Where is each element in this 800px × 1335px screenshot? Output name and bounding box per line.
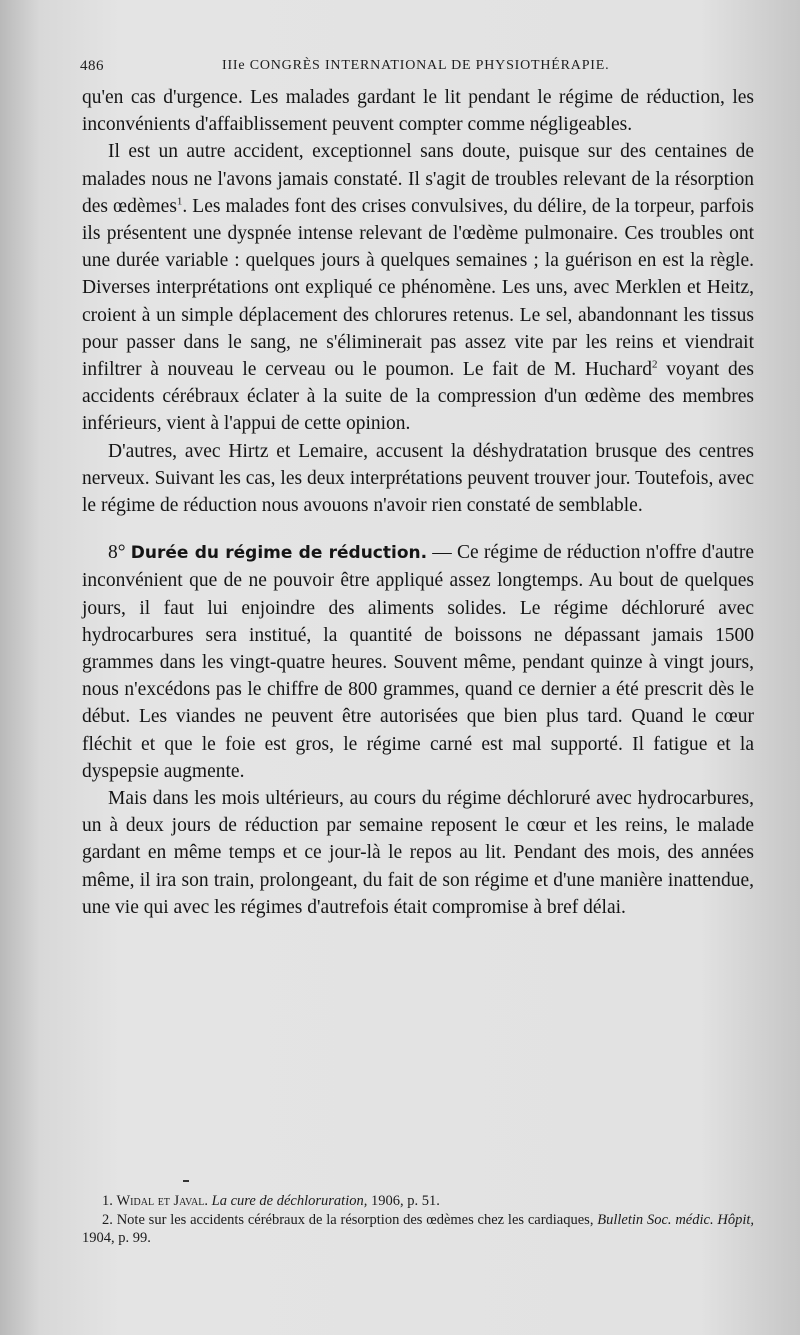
paragraph-text: — Ce régime de réduction n'offre d'autre inconvénient que de ne pouvoir être appliqué assez longtemps. Au bout de quelques jours, il faut lui enjoindre des aliments solides. Le régime déchloruré avec hydrocarbures sera institué, la quantité de boissons ne dépassant jamais 1500 grammes dans les vingt-quatre heures. Souvent même, pendant quinze à vingt jours, nous n'excédons pas le chiffre de 800 grammes, quand ce dernier a été prescrit dès le début. Les viandes ne peuvent être autorisées que bien plus tard. Quand le cœur fléchit et que le foie est gros, le régime carné est mal supporté. Il fatigue et la dyspepsie augmente.: [82, 542, 754, 782]
paragraph: [82, 539, 754, 785]
footnote-ref: 1: [176, 195, 183, 208]
footnote-number: 2.: [102, 1211, 113, 1228]
paragraph: [82, 438, 754, 520]
footnote-text: 1906, p. 51.: [367, 1193, 440, 1209]
footnote-text: 1904, p. 99.: [82, 1230, 151, 1246]
footnote-separator: [183, 1180, 189, 1182]
footnote: [82, 1211, 754, 1248]
footnote-number: 1.: [102, 1193, 113, 1209]
paragraph: [82, 138, 754, 437]
paragraph: [82, 84, 754, 138]
footnote-title: La cure de déchloruration,: [211, 1193, 368, 1209]
page-number: 486: [80, 58, 104, 74]
paragraph-text: voyant des accidents cérébraux éclater à la suite de la compression d'un œdème des membres inférieurs, vient à l'appui de cette opinion.: [82, 359, 754, 435]
page-header: [80, 52, 760, 84]
footnote-authors: Widal et Javal.: [116, 1193, 208, 1209]
footnote-text: Note sur les accidents cérébraux de la résorption des œdèmes chez les cardiaques,: [116, 1211, 594, 1228]
paragraph: [82, 785, 754, 921]
paragraph-text: Mais dans les mois ultérieurs, au cours du régime déchloruré avec hydrocarbures, un à deux jours de réduction par semaine reposent le cœur et les reins, le malade gardant en même temps et ce jour-là le repos au lit. Pendant des mois, des années même, il ira son train, prolongeant, du fait de son régime et d'une manière inattendue, une vie qui avec les régimes d'autrefois était compromise à bref délai.: [82, 788, 754, 918]
section-heading: Durée du régime de réduction.: [130, 543, 428, 564]
running-title: IIIe CONGRÈS INTERNATIONAL DE PHYSIOTHÉRAPIE.: [222, 58, 610, 73]
footnotes: [82, 1192, 754, 1248]
footnote-journal: Bulletin Soc. médic. Hôpit,: [597, 1211, 755, 1228]
paragraph-text: D'autres, avec Hirtz et Lemaire, accusent la déshydratation brusque des centres nerveux. Suivant les cas, les deux interprétations peuvent trouver jour. Toutefois, avec le régime de réduction nous avouons n'avoir rien constaté de semblable.: [82, 440, 754, 517]
footnote-ref: 2: [652, 358, 658, 371]
section-number: 8°: [108, 542, 131, 564]
paragraph-text: Il est un autre accident, exceptionnel sans doute, puisque sur des centaines de malades nous ne l'avons jamais constaté. Il s'agit de troubles relevant de la résorption des œdèmes: [82, 141, 754, 217]
paragraph-text: qu'en cas d'urgence. Les malades gardant le lit pendant le régime de réduction, les inconvénients d'affaiblissement peuvent compter comme négligeables.: [82, 87, 754, 136]
footnote: [82, 1192, 754, 1211]
body-text: [82, 84, 754, 921]
paragraph-text: . Les malades font des crises convulsives, du délire, de la torpeur, parfois ils présentent une dyspnée intense relevant de l'œdème pulmonaire. Ces troubles ont une durée variable : quelques jours à quelques semaines ; la guérison en est la règle. Diverses interprétations ont expliqué ce phénomène. Les uns, avec Merklen et Heitz, croient à un simple déplacement des chlorures retenus. Le sel, abandonnant les tissus pour passer dans le sang, ne s'éliminerait pas assez vite par les reins et viendrait infiltrer à nouveau le cerveau ou le poumon. Le fait de M. Huchard: [82, 195, 754, 381]
